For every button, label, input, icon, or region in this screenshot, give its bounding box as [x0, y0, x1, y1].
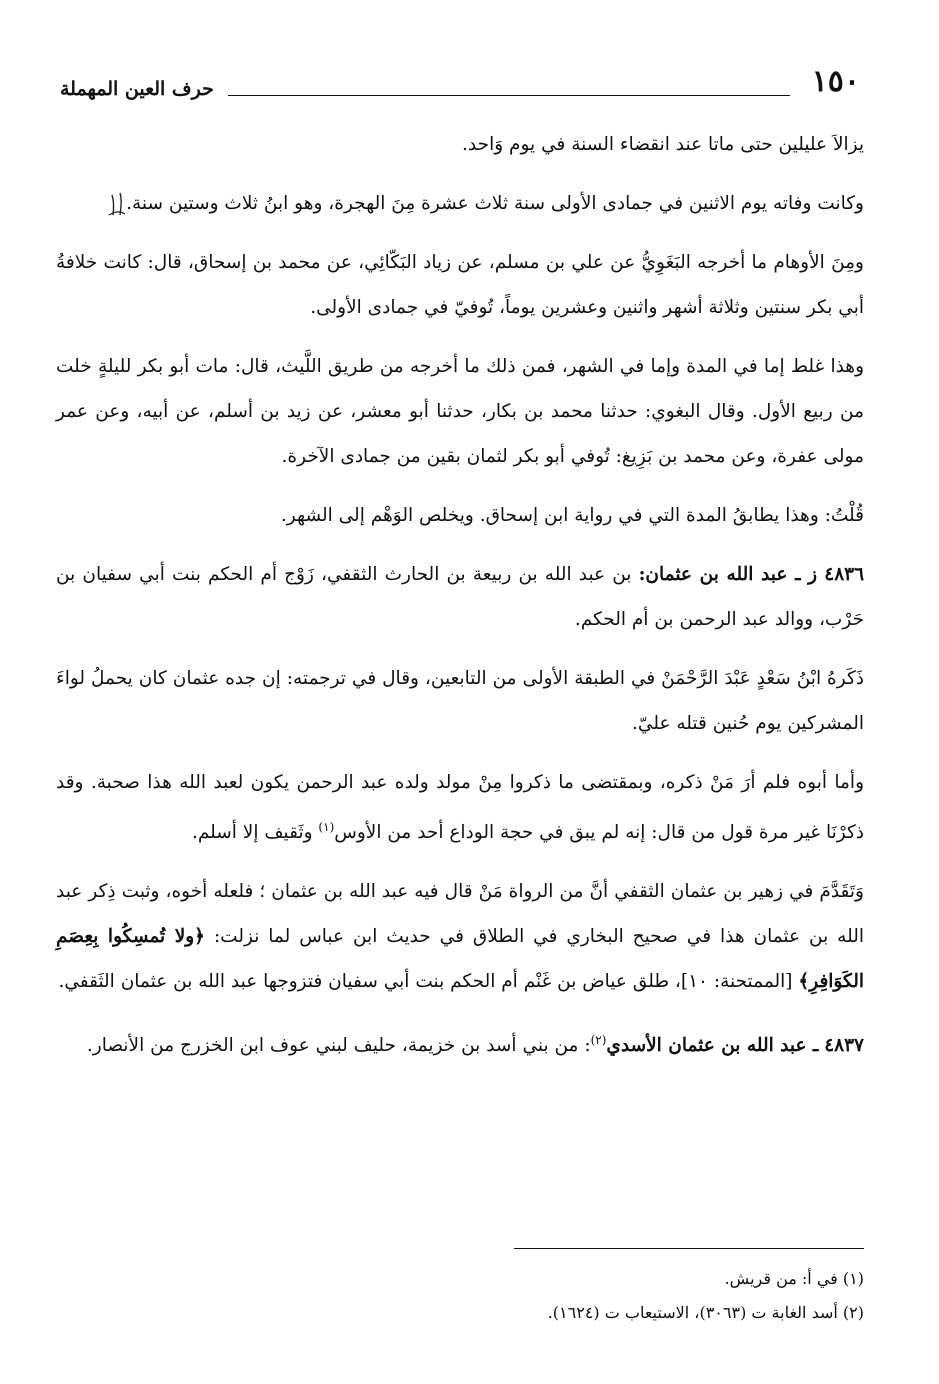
- entry-text: بن عبد الله بن ربيعة بن الحارث الثقفي، زَوْج أم الحكم بنت أبي سفيان بن حَرْب، ووالد عبد الرحمن بن أم الحكم.: [56, 564, 864, 630]
- paragraph: ومِنَ الأوهام ما أخرجه البَغَوِيُّ عن علي بن مسلم، عن زياد البَكّائِي، عن محمد بن إسحاق، قال: كانت خلافةُ أبي بكر سنتين وثلاثة أشهر واثنين وعشرين يوماً، تُوفيّ في جمادى الأولى.: [56, 252, 864, 318]
- main-text: [56, 122, 864, 1082]
- entry-name: ـ عبد الله بن عثمان الأسدي: [606, 1035, 819, 1057]
- footnote-ref: (٢): [590, 1033, 607, 1048]
- running-title: حرف العين المهملة: [60, 78, 214, 100]
- paragraph-text: وَتَقَدَّمَ في زهير بن عثمان الثقفي أنَّ من الرواة مَنْ قال فيه عبد الله بن عثمان ؛ فلعله أخوه، وثبت ذِكر عبد الله بن عثمان هذا في صحيح البخاري في الطلاق في حديث ابن عباس لما نزلت:: [56, 881, 864, 948]
- paragraph: وهذا غلط إما في المدة وإما في الشهر، فمن ذلك ما أخرجه من طريق اللَّيث، قال: مات أبو بكر لليلةٍ خلت من ربيع الأول. وقال البغوي: حدثنا محمد بن بكار، حدثنا أبو معشر، عن زيد بن أسلم، عن أبيه، وعن عمر مولى عفرة، وعن محمد بن بَزِيغ: تُوفي أبو بكر لثمان بقين من جمادى الآخرة.: [56, 356, 864, 467]
- entry-text: : من بني أسد بن خزيمة، حليف لبني عوف ابن الخزرج من الأنصار.: [86, 1035, 591, 1057]
- paragraph-text: [الممتحنة: ١٠]، طلق عياض بن غَنْم أم الحكم بنت أبي سفيان فتزوجها عبد الله بن عثمان الثَقفي.: [58, 971, 799, 993]
- paragraph: [56, 181, 864, 226]
- footnote-ref: (١): [318, 820, 335, 834]
- footnote: (١) في أ: من قريش.: [724, 1269, 864, 1288]
- page-number: ١٥٠: [811, 64, 860, 99]
- footnote-rule: [514, 1248, 864, 1249]
- quran-verse: ﴿ولا تُمسِكُوا بِعِصَمِ الكَوَافِرِ﴾: [56, 926, 864, 993]
- footnotes: [56, 1262, 864, 1330]
- paragraph: [56, 760, 864, 855]
- paragraph-text: وكانت وفاته يوم الاثنين في جمادى الأولى سنة ثلاث عشرة مِنَ الهجرة، وهو ابنُ ثلاث وستين سنة.: [126, 193, 864, 214]
- entry-paragraph: [56, 552, 864, 642]
- paragraph: [56, 869, 864, 1004]
- handwritten-mark-icon: [108, 191, 126, 217]
- paragraph-text: وثَقيف إلا أسلم.: [191, 822, 319, 844]
- footnote: (٢) أسد الغابة ت (٣٠٦٣)، الاستيعاب ت (١٦٢٤).: [547, 1303, 864, 1322]
- entry-paragraph: [56, 1018, 864, 1068]
- header-rule: [228, 95, 790, 96]
- entry-number: ٤٨٣٦: [824, 564, 865, 585]
- paragraph: يزالاَ عليلين حتى ماتا عند انقضاء السنة في يوم وَاحد.: [462, 134, 864, 155]
- entry-name: ز ـ عبد الله بن عثمان:: [638, 564, 818, 585]
- paragraph: ذَكَرهُ ابْنُ سَعْدٍ عَبْدَ الرَّحْمَنْ في الطبقة الأولى من التابعين، وقال في ترجمته: إن جده عثمان كان يحملُ لواءَ المشركين يوم حُنين قتله عليّ.: [56, 668, 864, 734]
- page-header: [60, 64, 860, 108]
- paragraph: قُلْتُ: وهذا يطابقُ المدة التي في رواية ابن إسحاق. ويخلص الوَهْم إلى الشهر.: [280, 505, 864, 526]
- paragraph-text: وأما أبوه فلم أرَ مَنْ ذكره، وبمقتضى ما ذكروا مِنْ مولد ولده عبد الرحمن يكون لعبد الله هذا صحبة. وقد ذكرْنَا غير مرة قول من قال: إنه لم يبق في حجة الوداع أحد من الأوس: [56, 772, 864, 844]
- entry-number: ٤٨٣٧: [824, 1035, 864, 1057]
